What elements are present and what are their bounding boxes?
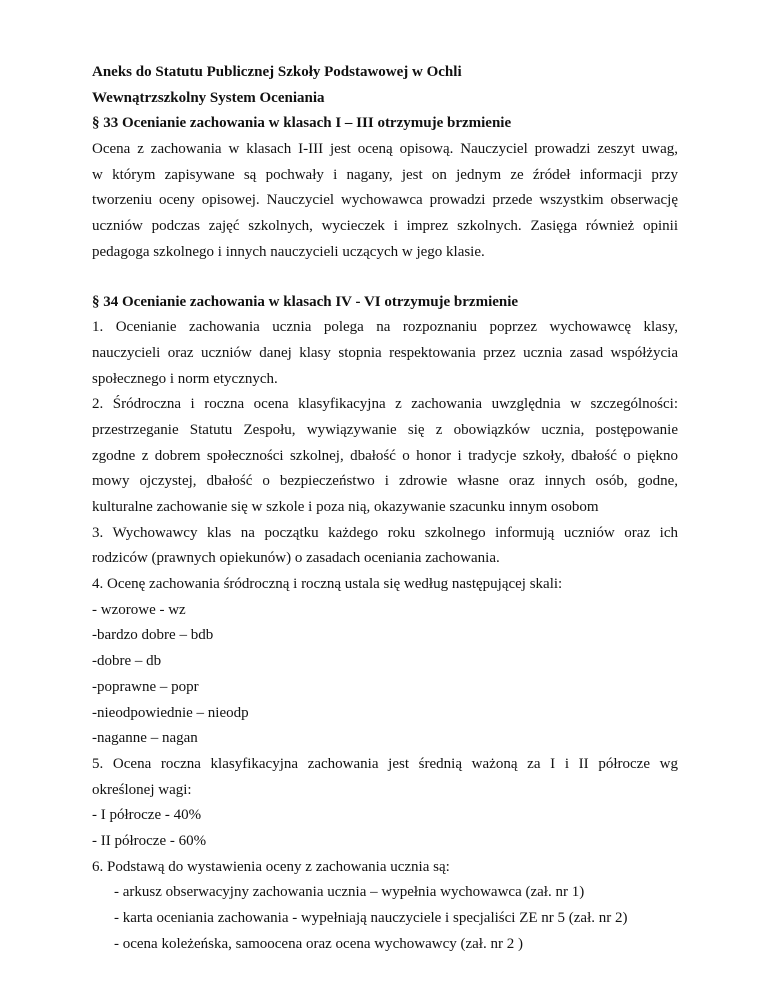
paragraph-line: 5. Ocena roczna klasyfikacyjna zachowania jest średnią ważoną za I i II półrocze wg (92, 755, 678, 772)
list-item: - arkusz obserwacyjny zachowania ucznia – wypełnia wychowawca (zał. nr 1) (114, 884, 585, 901)
document-subtitle: Wewnątrzszkolny System Oceniania (92, 89, 325, 106)
section-34-point-2 (92, 392, 678, 520)
paragraph-line: w którym zapisywane są pochwały i nagany, jest on jednym ze źródeł informacji przy (92, 166, 678, 183)
list-item: - wzorowe - wz (92, 601, 186, 618)
section-spacer (92, 266, 678, 290)
paragraph-line: uczniów podczas zajęć szkolnych, wycieczek i imprez szkolnych. Zasięga również opinii (92, 218, 678, 235)
weights-list (92, 803, 678, 854)
document-page (92, 60, 678, 957)
paragraph-line: nauczycieli oraz uczniów danej klasy stopnia respektowania przez ucznia zasad współżycia (92, 344, 678, 361)
paragraph-line: społecznego i norm etycznych. (92, 370, 278, 387)
paragraph-line: zgodne z dobrem społeczności szkolnej, dbałość o honor i tradycje szkoły, dbałość o piękno (92, 447, 678, 464)
paragraph-line: Ocena z zachowania w klasach I-III jest oceną opisową. Nauczyciel prowadzi zeszyt uwag, (92, 141, 678, 158)
paragraph-line: 3. Wychowawcy klas na początku każdego roku szkolnego informują uczniów oraz ich (92, 524, 678, 541)
section-34-point-5 (92, 752, 678, 803)
section-33-heading: § 33 Ocenianie zachowania w klasach I – III otrzymuje brzmienie (92, 115, 512, 132)
list-item: -naganne – nagan (92, 730, 198, 747)
paragraph-line: pedagoga szkolnego i innych nauczycieli uczących w jego klasie. (92, 243, 485, 260)
list-item: -nieodpowiednie – nieodp (92, 704, 249, 721)
section-33-paragraph (92, 137, 678, 265)
section-34-point-3 (92, 521, 678, 572)
paragraph-line: określonej wagi: (92, 781, 192, 798)
paragraph-line: przestrzeganie Statutu Zespołu, wywiązywanie się z obowiązków ucznia, postępowanie (92, 421, 678, 438)
list-item: -poprawne – popr (92, 678, 199, 695)
paragraph-line: tworzeniu oceny opisowej. Nauczyciel wychowawca prowadzi przede wszystkim obserwację (92, 192, 678, 209)
basis-list (92, 880, 678, 957)
list-item: -bardzo dobre – bdb (92, 627, 214, 644)
paragraph-line: 2. Śródroczna i roczna ocena klasyfikacyjna z zachowania uwzględnia w szczególności: (92, 396, 678, 413)
section-34-point-1 (92, 315, 678, 392)
section-34-point-4-intro: 4. Ocenę zachowania śródroczną i roczną ustala się według następującej skali: (92, 576, 563, 593)
paragraph-line: kulturalne zachowanie się w szkole i poza nią, okazywanie szacunku innym osobom (92, 499, 599, 515)
list-item: - II półrocze - 60% (92, 832, 207, 849)
list-item: - I półrocze - 40% (92, 807, 202, 824)
list-item: -dobre – db (92, 653, 162, 670)
section-34-heading: § 34 Ocenianie zachowania w klasach IV - VI otrzymuje brzmienie (92, 293, 519, 310)
document-title: Aneks do Statutu Publicznej Szkoły Podstawowej w Ochli (92, 64, 462, 80)
list-item: - ocena koleżeńska, samoocena oraz ocena wychowawcy (zał. nr 2 ) (114, 935, 523, 952)
paragraph-line: mowy ojczystej, dbałość o bezpieczeństwo i zdrowie własne oraz innych osób, godne, (92, 473, 678, 490)
paragraph-line: 1. Ocenianie zachowania ucznia polega na rozpoznaniu poprzez wychowawcę klasy, (92, 319, 678, 336)
section-34-point-6-intro: 6. Podstawą do wystawienia oceny z zachowania ucznia są: (92, 858, 450, 875)
list-item: - karta oceniania zachowania - wypełniają nauczyciele i specjaliści ZE nr 5 (zał. nr 2) (114, 910, 628, 926)
grading-scale-list (92, 598, 678, 752)
paragraph-line: rodziców (prawnych opiekunów) o zasadach oceniania zachowania. (92, 550, 500, 567)
